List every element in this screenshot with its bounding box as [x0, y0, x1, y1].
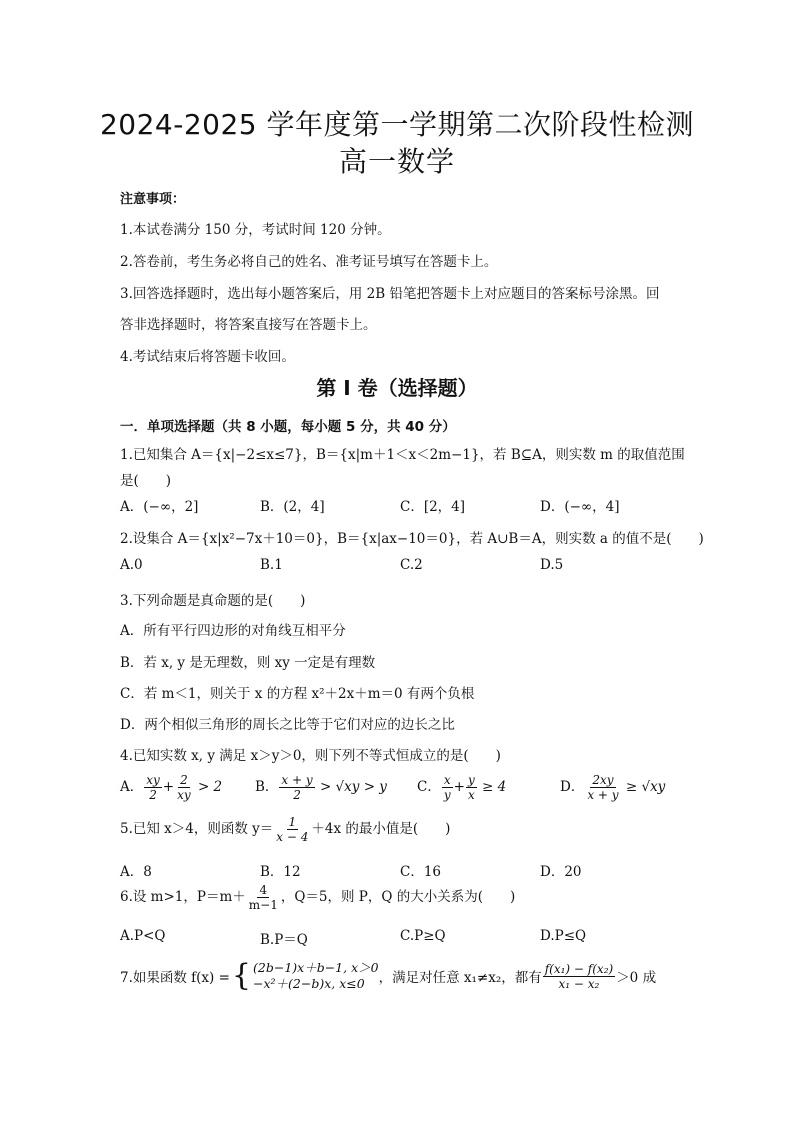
q4-option-b — [255, 773, 387, 802]
numerator: x — [443, 773, 451, 787]
q1-option-b: B．(2，4] — [260, 499, 325, 515]
denominator: m−1 — [248, 898, 278, 912]
option-label: B． — [255, 779, 279, 795]
left-brace: { — [231, 958, 252, 993]
notice-item: 1.本试卷满分 150 分，考试时间 120 分钟。 — [120, 222, 391, 238]
q6-options — [120, 928, 680, 948]
denominator: xy — [177, 788, 191, 802]
fraction — [442, 773, 453, 802]
numerator: 4 — [259, 883, 268, 897]
fraction — [274, 815, 310, 844]
denominator: 2 — [149, 788, 157, 802]
expression-rest: > √xy > y — [319, 779, 387, 795]
q1-option-c: C．[2，4] — [400, 499, 466, 515]
q5-option-a: A．8 — [120, 864, 152, 880]
fraction — [543, 962, 615, 991]
q2-option-d: D.5 — [540, 557, 564, 573]
q6-option-a: A.P<Q — [120, 928, 166, 944]
q5-option-d: D．20 — [540, 864, 582, 880]
q5-option-b: B．12 — [260, 864, 301, 880]
denominator: x + y — [587, 788, 619, 802]
numerator: xy — [146, 773, 160, 787]
q3-option-d: D．两个相似三角形的周长之比等于它们对应的边长之比 — [120, 717, 455, 733]
q2-option-a: A.0 — [120, 557, 143, 573]
notice-item: 2.答卷前，考生务必将自己的姓名、准考证号填写在答题卡上。 — [120, 254, 498, 270]
q6-option-d: D.P≤Q — [540, 928, 587, 944]
exam-title: 2024-2025 学年度第一学期第二次阶段性检测 — [99, 108, 695, 141]
q5-options — [120, 860, 680, 880]
stem-text: ＋4x 的最小值是( ) — [311, 821, 451, 837]
piecewise-cases — [253, 960, 379, 992]
notice-heading: 注意事项： — [120, 192, 186, 207]
fraction — [144, 773, 162, 802]
numerator: 1 — [288, 815, 297, 829]
q1-stem: 1.已知集合 A＝{x|−2≤x≤7}，B＝{x|m＋1＜x＜2m−1}，若 B⊆A，则实数 m 的取值范围 — [120, 447, 685, 463]
denominator: x — [467, 788, 475, 802]
q2-option-c: C.2 — [400, 557, 423, 573]
q4-option-c — [417, 773, 506, 802]
q3-option-c: C．若 m＜1，则关于 x 的方程 x²＋2x＋m＝0 有两个负根 — [120, 686, 475, 702]
stem-text: ，Q＝5，则 P，Q 的大小关系为( ) — [280, 889, 516, 905]
q4-option-a — [120, 773, 222, 802]
stem-text: ＞0 成 — [616, 970, 657, 986]
stem-text: 6.设 m>1，P＝m＋ — [120, 889, 246, 905]
stem-text: 7.如果函数 f(x) = — [120, 970, 230, 986]
option-label: D． — [560, 779, 585, 795]
numerator: x + y — [281, 773, 313, 787]
q3-option-a: A．所有平行四边形的对角线互相平分 — [120, 623, 346, 639]
option-label: C． — [417, 779, 441, 795]
fraction — [247, 883, 280, 912]
q4-option-d — [560, 773, 665, 802]
fraction — [585, 773, 620, 802]
q5-stem — [120, 815, 450, 844]
expression-rest: ≥ √xy — [625, 779, 666, 795]
numerator: 2 — [180, 773, 188, 787]
q1-options — [120, 495, 680, 515]
q6-option-c: C.P≥Q — [400, 928, 446, 944]
numerator: f(x₁) − f(x₂) — [544, 961, 614, 976]
notice-item: 3.回答选择题时，选出每小题答案后，用 2B 铅笔把答题卡上对应题目的答案标号涂黑。回 — [120, 286, 660, 302]
stem-text: 5.已知 x＞4，则函数 y＝ — [120, 821, 274, 837]
operator: + — [162, 779, 175, 795]
numerator: y — [467, 773, 475, 787]
expression-rest: ≥ 4 — [482, 779, 507, 795]
denominator: y — [443, 788, 451, 802]
q1-option-a: A．(−∞，2] — [120, 499, 199, 515]
case-line: (2b−1)x＋b−1, x＞0 — [253, 960, 379, 975]
fraction — [279, 773, 314, 802]
q2-options — [120, 557, 680, 573]
q2-option-b: B.1 — [260, 557, 283, 573]
denominator: x − 4 — [276, 830, 309, 844]
part-heading: 一．单项选择题（共 8 小题，每小题 5 分，共 40 分） — [120, 419, 456, 435]
notice-item: 4.考试结束后将答题卡收回。 — [120, 349, 295, 365]
q5-option-c: C．16 — [400, 864, 442, 880]
q6-option-b: B.P＝Q — [260, 932, 308, 948]
q3-stem: 3.下列命题是真命题的是( ) — [120, 593, 306, 609]
q1-option-d: D．(−∞，4] — [540, 499, 620, 515]
q2-stem: 2.设集合 A＝{x|x²−7x＋10＝0}，B＝{x|ax−10＝0}，若 A∪B＝A，则实数 a 的值不是( ) — [120, 531, 704, 547]
stem-text: ，满足对任意 x₁≠x₂，都有 — [378, 970, 542, 986]
q4-stem: 4.已知实数 x, y 满足 x＞y＞0，则下列不等式恒成立的是( ) — [120, 748, 501, 764]
numerator: 2xy — [592, 773, 614, 787]
option-label: A． — [120, 779, 144, 795]
q7-stem — [120, 960, 656, 992]
section-title: 第 I 卷（选择题） — [316, 376, 478, 400]
q3-option-b: B．若 x, y 是无理数，则 xy 一定是有理数 — [120, 655, 376, 671]
q1-stem-cont: 是( ) — [120, 473, 172, 489]
subject-title: 高一数学 — [338, 145, 455, 178]
fraction — [175, 773, 193, 802]
q6-stem — [120, 883, 515, 912]
case-line: −x²＋(2−b)x, x≤0 — [253, 976, 365, 991]
operator: + — [453, 779, 465, 795]
fraction — [466, 773, 477, 802]
denominator: x₁ − x₂ — [558, 976, 600, 991]
expression-rest: > 2 — [197, 779, 223, 795]
denominator: 2 — [293, 788, 301, 802]
notice-item: 答非选择题时，将答案直接写在答题卡上。 — [120, 317, 377, 333]
